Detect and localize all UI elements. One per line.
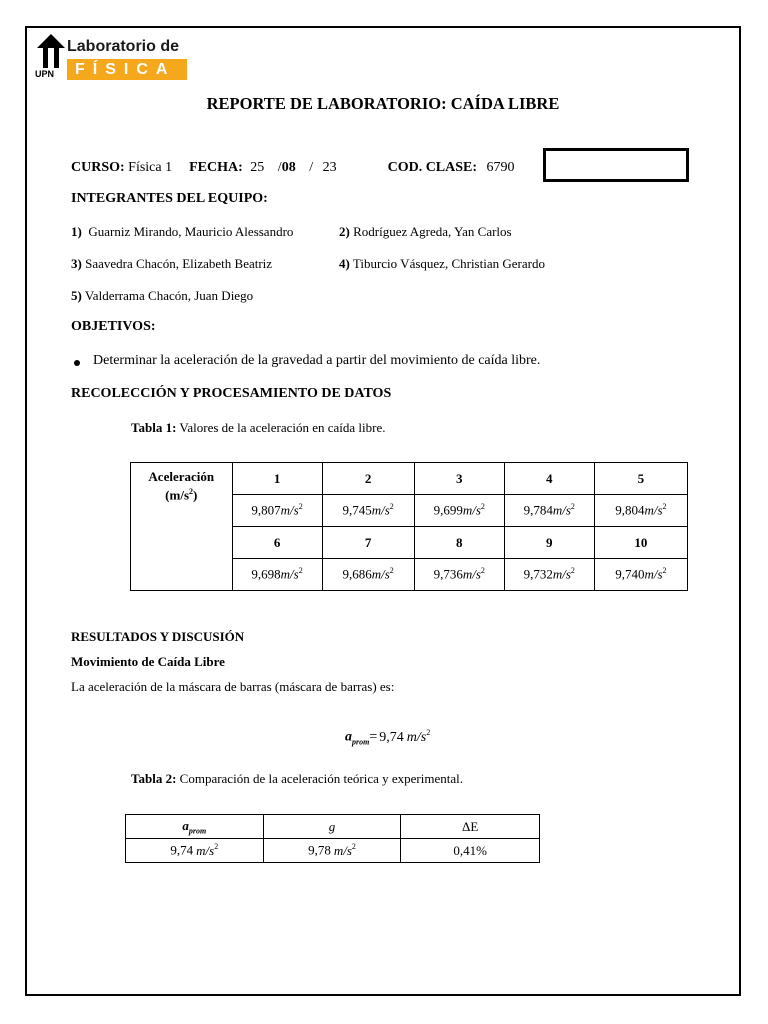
table2-header-row (126, 815, 540, 839)
upn-torch-icon (37, 34, 65, 70)
table1-caption: Tabla 1: Valores de la aceleración en caída libre. (131, 420, 386, 435)
table1-header-row-a (131, 463, 688, 495)
table1-header-cell: 5 (594, 463, 687, 495)
cod-clase-value: 6790 (486, 160, 515, 175)
table1-value-cell: $9,745m/s^2$ (322, 495, 414, 527)
upn-physics-logo (35, 34, 195, 82)
team-heading: INTEGRANTES DEL EQUIPO: (71, 191, 268, 206)
table1-value-cell: $9,740m/s^2$ (594, 559, 687, 591)
info-line (71, 160, 515, 176)
table2-header-delta-e: ΔE (401, 815, 540, 839)
table1-header-cell: 7 (322, 527, 414, 559)
table2-caption: Tabla 2: Comparación de la aceleración teórica y experimental. (131, 771, 463, 786)
table2-value-cell: 9,74 $m/s^2$ (126, 839, 264, 863)
results-text: La aceleración de la máscara de barras (máscara de barras) es: (71, 679, 395, 694)
results-heading: RESULTADOS Y DISCUSIÓN (71, 629, 245, 644)
member-2: 2) Rodríguez Agreda, Yan Carlos (339, 224, 512, 239)
table1-value-cell: $9,699m/s^2$ (414, 495, 504, 527)
table1-header-cell: 9 (504, 527, 594, 559)
table2-value-cell: 0,41% (401, 839, 540, 863)
curso-label: CURSO: (71, 160, 125, 175)
table1-header-cell: 1 (232, 463, 322, 495)
fecha-sep1: / (277, 160, 282, 175)
table1-value-cell: $9,784m/s^2$ (504, 495, 594, 527)
member-5: 5) Valderrama Chacón, Juan Diego (71, 288, 254, 303)
table1-header-cell: 4 (504, 463, 594, 495)
table1-header-cell: 3 (414, 463, 504, 495)
objective-item: Determinar la aceleración de la gravedad a partir del movimiento de caída libre. (93, 353, 541, 368)
member-1: 1) Guarniz Mirando, Mauricio Alessandro (71, 224, 294, 239)
fecha-month: 08 (281, 160, 296, 175)
fecha-day: 25 (250, 160, 265, 175)
fecha-label: FECHA: (189, 160, 243, 175)
table2-value-cell: 9,78 $m/s^2$ (263, 839, 401, 863)
table1-header-cell: 10 (594, 527, 687, 559)
table2 (125, 814, 540, 863)
average-formula: $a_{prom}= 9,74$ $m/s^2$ (345, 728, 431, 747)
bullet-icon (74, 360, 80, 366)
fecha-year: 23 (322, 160, 337, 175)
table2-header-g: g (263, 815, 401, 839)
report-page (25, 26, 741, 996)
empty-field-box (543, 148, 689, 182)
table1 (130, 462, 688, 591)
cod-clase-label: COD. CLASE: (387, 160, 478, 175)
logo-lab-text: Laboratorio de (67, 38, 180, 55)
data-section-heading: RECOLECCIÓN Y PROCESAMIENTO DE DATOS (71, 386, 392, 401)
member-3: 3) Saavedra Chacón, Elizabeth Beatriz (71, 256, 273, 271)
table1-header-cell: 2 (322, 463, 414, 495)
table1-header-cell: 6 (232, 527, 322, 559)
page-title: REPORTE DE LABORATORIO: CAÍDA LIBRE (206, 94, 560, 113)
table1-value-cell: $9,698m/s^2$ (232, 559, 322, 591)
curso-value: Física 1 (128, 160, 173, 175)
table1-header-cell: 8 (414, 527, 504, 559)
results-subheading: Movimiento de Caída Libre (71, 654, 225, 669)
member-4: 4) Tiburcio Vásquez, Christian Gerardo (339, 256, 545, 271)
fecha-sep2: / (309, 160, 314, 175)
table1-value-cell: $9,686m/s^2$ (322, 559, 414, 591)
objectives-heading: OBJETIVOS: (71, 319, 156, 334)
logo-upn-text: UPN (35, 69, 55, 79)
table2-value-row (126, 839, 540, 863)
table2-header-aprom: $a_{prom}$ (126, 815, 264, 839)
table1-value-cell: $9,736m/s^2$ (414, 559, 504, 591)
logo-fisica-text: FÍSICA (75, 61, 176, 78)
table1-value-cell: $9,732m/s^2$ (504, 559, 594, 591)
acceleration-label-cell: Aceleración $(m/s^2)$ (131, 463, 233, 591)
table1-value-cell: $9,807m/s^2$ (232, 495, 322, 527)
table1-value-cell: $9,804m/s^2$ (594, 495, 687, 527)
